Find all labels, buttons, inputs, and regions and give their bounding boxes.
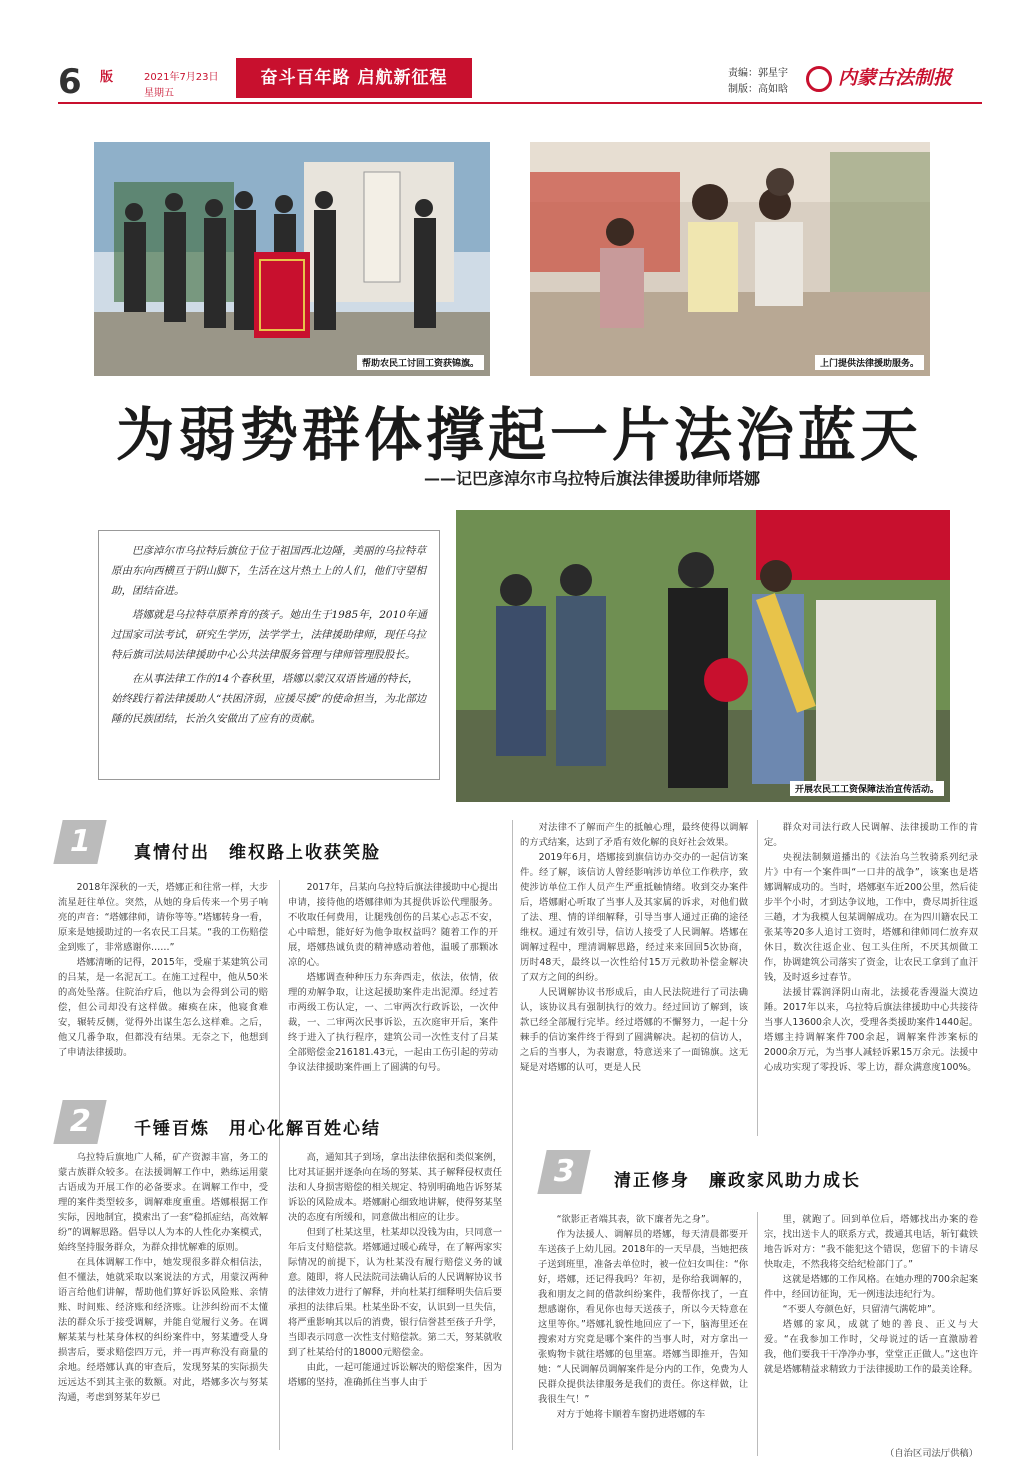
section-3-column-2 — [764, 1212, 978, 1444]
section-3-column-1 — [538, 1212, 748, 1460]
paragraph: 这就是塔娜的工作风格。在她办理的700余起案件中，经回访征询，无一例违法违纪行为。 — [764, 1274, 978, 1300]
photo-illustration-1 — [94, 142, 490, 376]
paragraph: 2018年深秋的一天，塔娜正和往常一样，大步流星赶往单位。突然，从她的身后传来一个男子响亮的声音：“塔娜律师，请你等等。”塔娜转身一看，原来是她援助过的一名农民工吕某。“我的工伤赔偿金到账了，非常感谢你……” — [58, 882, 268, 953]
paragraph: 乌拉特后旗地广人稀，矿产资源丰富，务工的蒙古族群众较多。在法援调解工作中，熟练运用蒙古语成为开展工作的必备要求。在调解工作中，受理的案件类型较多，调解难度重重。塔娜根据工作实际，因地制宜，摸索出了一套“稳抓症结，高效解纷”的调解思路。倡导以人为本的人性化办案模式，始终坚持服务群众，为群众排忧解难的原则。 — [58, 1152, 268, 1253]
newspaper-name: 内蒙古法制报 — [838, 67, 953, 89]
photo-caption-2: 上门提供法律援助服务。 — [815, 355, 924, 370]
section-1-column-3 — [520, 820, 748, 1138]
paragraph: “欲影正者端其表，欲下廉者先之身”。 — [556, 1214, 715, 1225]
photo-caption-3: 开展农民工工资保障法治宣传活动。 — [790, 781, 944, 796]
paragraph: 高，通知其子到场，拿出法律依据和类似案例，比对其证据并逐条向在场的努某、其子解释侵权责任法和人身损害赔偿的相关规定、特别明确地告诉努某诉讼的风险成本。塔娜耐心细致地讲解，使得努某坚决的态度有所缓和，同意做出相应的让步。 — [288, 1152, 502, 1223]
slogan-banner: 奋斗百年路 启航新征程 — [236, 58, 472, 98]
paragraph: 对方于她将卡顺着车窗扔进塔娜的车 — [556, 1409, 706, 1420]
page-number: 6 — [58, 62, 82, 102]
paragraph: 2019年6月，塔娜接到旗信访办交办的一起信访案件。经了解，该信访人曾经影响涉访单位工作秩序，致使涉访单位工作人员产生严重抵触情绪。收到交办案件后，塔娜耐心听取了当事人及其家属的诉求，对他们做了法、理、情的详细解释，引导当事人通过正确的途径维权。通过有效引导，信访人接受了人民调解。塔娜在调解过程中，理清调解思路，经过来来回回5次协商，历时48天，最终以一次性给付15万元救助补偿金解决了双方之间的纠纷。 — [520, 852, 748, 983]
editor-name: 责编：郭星宇 — [728, 68, 788, 79]
paragraph: 对法律不了解而产生的抵触心理，最终使得以调解的方式结案，达到了矛盾有效化解的良好社会效果。 — [520, 822, 748, 848]
article-title: 为弱势群体撑起一片法治蓝天 — [115, 401, 922, 469]
column-divider — [757, 1212, 758, 1456]
producer-name: 制版：高如晗 — [728, 84, 788, 95]
section-1-heading: 真情付出 维权路上收获笑脸 — [134, 843, 381, 863]
header-divider — [58, 102, 982, 104]
logo-icon — [806, 66, 832, 92]
paragraph: 塔娜清晰的记得，2015年，受雇于某建筑公司的吕某，是一名泥瓦工。在施工过程中，他从50米的高处坠落。住院治疗后，他以为会得到公司的赔偿，但公司却没有这样做。瘫痪在床，他寝食难安，辗转反侧，觉得外出谋生怎么这样难。之后，他又几番争取，但都没有结果。无奈之下，他想到了申请法律援助。 — [58, 957, 268, 1058]
paragraph: 人民调解协议书形成后，由人民法院进行了司法确认，该协议具有强制执行的效力。经过回访了解到，该款已经全部履行完毕。经过塔娜的不懈努力，一起十分棘手的信访案件终于得到了圆满解决。起初的信访人，之后的当事人，为表谢意，特意送来了一面锦旗。这无疑是对塔娜的认可，更是人民 — [520, 987, 748, 1073]
photo-caption-1: 帮助农民工讨回工资获锦旗。 — [357, 355, 484, 370]
intro-paragraph: 塔娜就是乌拉特草原养育的孩子。她出生于1985年，2010年通过国家司法考试，研究生学历，法学学士，法律援助律师，现任乌拉特后旗司法局法律援助中心公共法律服务管理与律师管理股股长。 — [111, 609, 427, 661]
paragraph: 央视法制频道播出的《法治乌兰牧骑系列纪录片》中有一个案件叫“一口井的战争”，该案也是塔娜调解成功的。当时，塔娜驱车近200公里，然后徒步半个小时，才到达争议地，工作中，费尽周折往返三趟，才为我模人包某调解成功。在为四川籍农民工张某等20多人追讨工资时，塔娜和律师同仁放弃双休日，数次往返企业、包工头住所，不厌其烦做工作，协调建筑公司落实了资金，让农民工拿到了血汗钱，及时返乡过春节。 — [764, 852, 978, 983]
photo-illustration-3 — [456, 510, 950, 802]
section-2-heading: 千锤百炼 用心化解百姓心结 — [134, 1119, 381, 1139]
date-text: 2021年7月23日 — [144, 72, 219, 83]
column-divider — [512, 820, 513, 1450]
paragraph: 塔娜的家风，成就了她的善良、正义与大爱。“在我参加工作时，父母说过的话一直激励着我，他们要我干干净净办事，堂堂正正做人。”这也许就是塔娜精益求精致力于法律援助工作的最美诠释。 — [764, 1319, 978, 1375]
column-divider — [757, 820, 758, 1136]
intro-paragraph: 巴彦淖尔市乌拉特后旗位于位于祖国西北边陲，美丽的乌拉特草原由东向西横亘于阴山脚下，生活在这片热土上的人们，他们守望相助，团结奋进。 — [111, 545, 426, 597]
section-3-heading: 清正修身 廉政家风助力成长 — [614, 1171, 861, 1191]
paragraph: 2017年，吕某向乌拉特后旗法律援助中心提出申请，接待他的塔娜律师为其提供诉讼代理服务。不收取任何费用，让腿残创伤的吕某心忐忑不安，心中暗想，能好好为他争取权益吗？随着工作的开展，塔娜热诚负责的精神感动着他，温暖了那颗冰凉的心。 — [288, 882, 498, 968]
article-source: （自治区司法厅供稿） — [885, 1448, 978, 1459]
editor-credits — [728, 66, 788, 98]
photo-banner-ceremony — [94, 142, 490, 376]
paragraph: “不要人夸颜色好，只留清气满乾坤”。 — [782, 1304, 941, 1315]
paragraph: 里，就跑了。回到单位后，塔娜找出办案的卷宗，找出送卡人的联系方式，拨通其电话，斩钉截铁地告诉对方：“我不能犯这个错误，您留下的卡请尽快取走，不然我将交给纪检部门了。” — [764, 1214, 978, 1270]
photo-illustration-2 — [530, 142, 930, 376]
paragraph: 在具体调解工作中，她发现很多群众相信法，但不懂法，她就采取以案说法的方式，用蒙汉两种语言给他们讲解，帮助他们算好诉讼风险账、亲情账、时间账、经济账和经济账。让涉纠纷而不太懂法的群众乐于接受调解，并能自觉履行义务。在调解某某与杜某身体权的纠纷案件中，努某遭受人身损害后，要求赔偿四万元，并一再声称没有商量的余地。经塔娜认真的审查后，发现努某的实际损失远远达不到其主张的数额。对此，塔娜多次与努某沟通，考虑到努某年岁已 — [58, 1257, 268, 1403]
issue-date — [144, 70, 224, 102]
section-2-number: 2 — [53, 1100, 106, 1144]
paragraph: 作为法援人、调解员的塔娜，每天清晨都要开车送孩子上幼儿园。2018年的一天早晨，当她把孩子送到班里，准备去单位时，被一位妇女叫住：“你好，塔娜，还记得我吗？年初，是你给我调解的，我和朋友之间的借款纠纷案件，我帮你找了，一直想感谢你，看见你也每天送孩子，所以今天特意在这里等你。”塔娜礼貌性地回应了一下，脑海里还在搜索对方究竟是哪个案件的当事人时，对方拿出一张购物卡就往塔娜的包里塞。塔娜当即推开，告知她：“人民调解员调解案件是分内的工作，免费为人民群众提供法律服务是我们的责任。你这样做，让我很生气！” — [538, 1229, 748, 1405]
paragraph: 法援甘霖润泽阴山南北，法援花香漫溢大漠边陲。2017年以来，乌拉特后旗法律援助中心共接待当事人13600余人次，受理各类援助案件1440起。塔娜主持调解案件700余起，调解案件涉案标的2000余万元，为当事人减轻诉累15万余元。法援中心成功实现了零投诉、零上访，群众满意度100%。 — [764, 987, 978, 1073]
photo-legal-promotion — [456, 510, 950, 802]
newspaper-logo — [806, 60, 982, 96]
intro-box — [98, 530, 440, 780]
paragraph: 但到了杜某这里，杜某却以没钱为由，只同意一年后支付赔偿款。塔娜通过暖心疏导，在了解两家实际情况的前提下，认为杜某没有履行赔偿义务的诚意。随即，将人民法院司法确认后的人民调解协议书的法律效力进行了解释，并向杜某打细释明失信后要承担的法律后果。杜某坐卧不安，认识到一旦失信，将严重影响其以后的消费，银行信誉甚至孩子升学，当即表示同意一次性支付赔偿款。第二天，努某就收到了杜某给付的18000元赔偿金。 — [288, 1227, 502, 1358]
section-1-number: 1 — [53, 820, 106, 864]
intro-paragraph: 在从事法律工作的14个春秋里，塔娜以蒙汉双语皆通的特长，始终践行着法律援助人“扶困济弱，应援尽援”的使命担当，为北部边陲的民族团结，长治久安做出了应有的贡献。 — [111, 673, 427, 725]
weekday-text: 星期五 — [144, 88, 174, 99]
column-divider — [279, 1150, 280, 1450]
section-2-column-1 — [58, 1150, 268, 1454]
photo-home-visit — [530, 142, 930, 376]
page-label: 版 — [100, 70, 114, 85]
paragraph: 塔娜调查种种压力东奔西走，依法，依情，依理的劝解争取，让这起援助案件走出泥潭。经过若市两级工伤认定，一、二审两次行政诉讼，一次仲裁，一、二审两次民事诉讼，五次庭审开后，案件终于进入了执行程序，建筑公司一次性支付了吕某全部赔偿金216181.43元，一起由工伤引起的劳动争议法律援助案件画上了圆满的句号。 — [288, 972, 498, 1073]
paragraph: 群众对司法行政人民调解、法律援助工作的肯定。 — [764, 822, 978, 848]
section-2-column-2 — [288, 1150, 502, 1454]
paragraph: 由此，一起可能通过诉讼解决的赔偿案件，因为塔娜的坚持，准确抓住当事人由于 — [288, 1362, 502, 1388]
section-3-number: 3 — [537, 1150, 590, 1194]
section-1-column-4 — [764, 820, 978, 1138]
article-subtitle: ——记巴彦淖尔市乌拉特后旗法律援助律师塔娜 — [423, 469, 760, 488]
